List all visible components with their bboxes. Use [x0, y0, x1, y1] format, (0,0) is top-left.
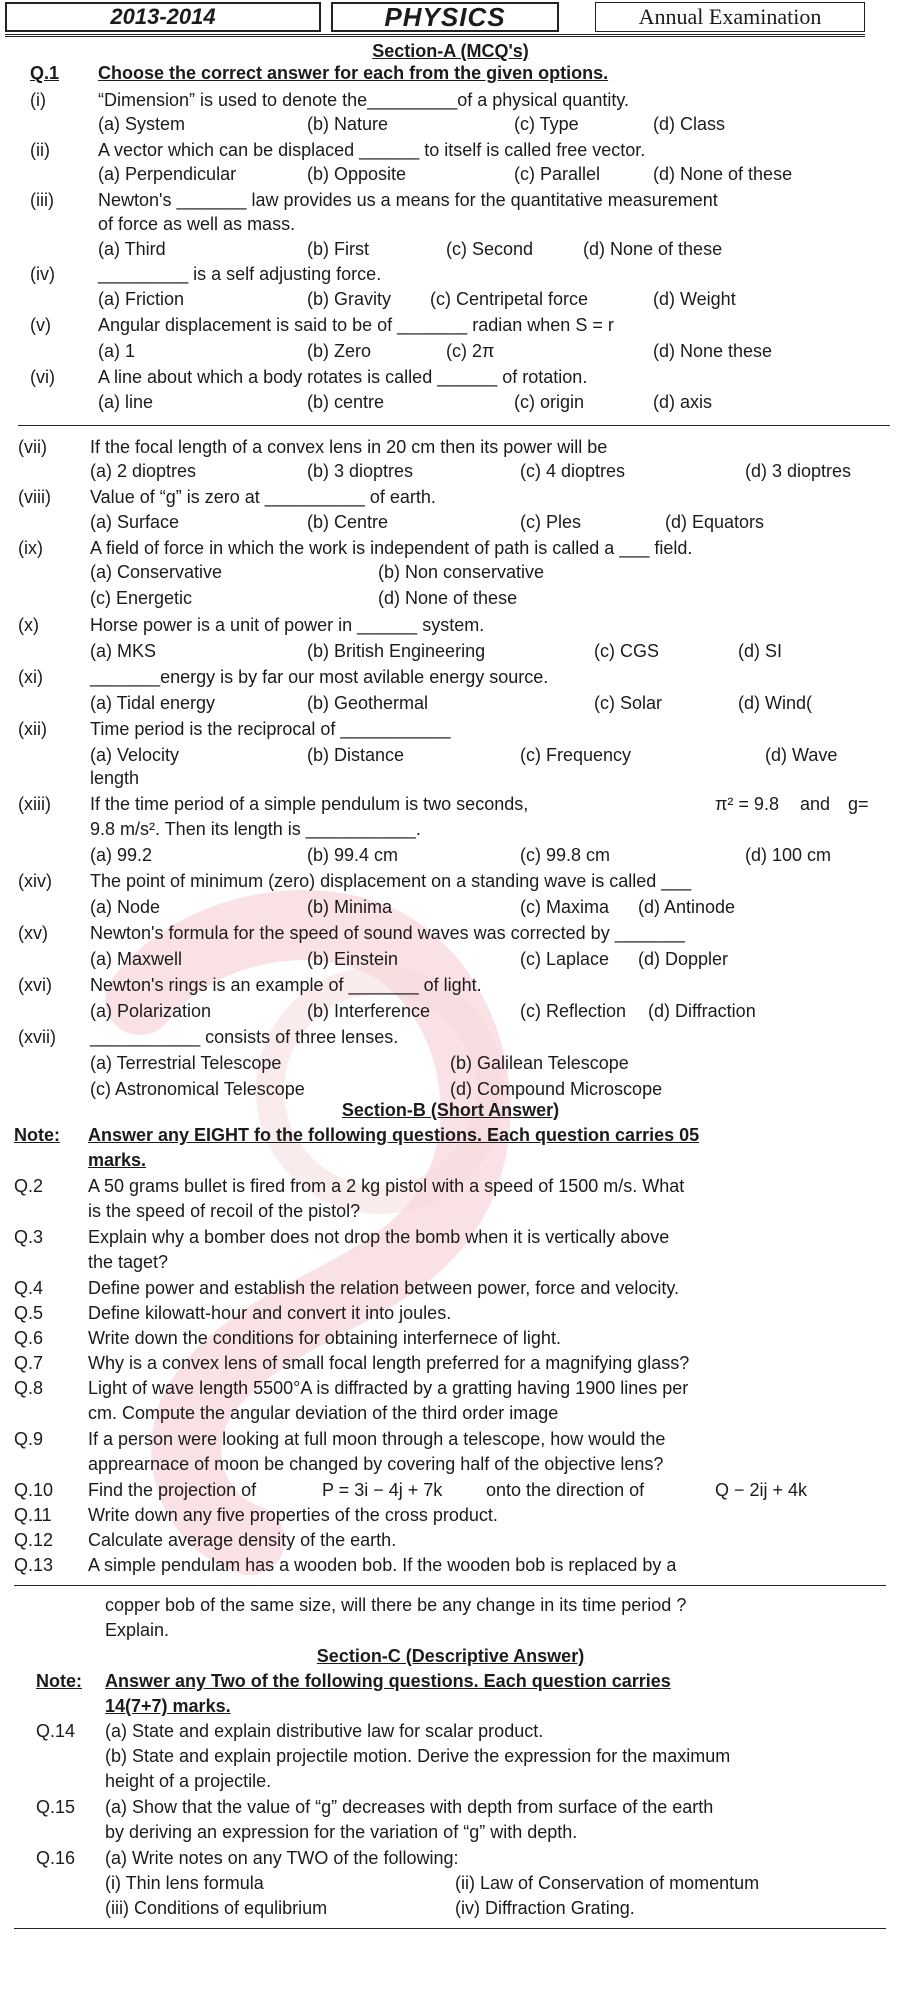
q1-number: Q.1: [30, 63, 60, 83]
mcq-option: (d) Class: [653, 114, 726, 134]
short-q-number: Q.6: [14, 1328, 44, 1348]
long-q-number: Q.14: [36, 1721, 76, 1741]
long-question: (b) State and explain projectile motion. Derive the expression for the maximum: [105, 1746, 731, 1766]
mcq-option: (b) Nature: [307, 114, 389, 134]
mcq-option: (d) Diffraction: [648, 1001, 756, 1021]
long-question: (a) Write notes on any TWO of the following:: [105, 1848, 459, 1868]
section-a-title: Section-A (MCQ's): [372, 41, 529, 61]
bottom-rule: [14, 1928, 886, 1929]
mcq-option: (a) Terrestrial Telescope: [90, 1053, 282, 1073]
mcq-option: (a) Friction: [98, 289, 185, 309]
mcq-question: _________ is a self adjusting force.: [98, 264, 382, 284]
short-question: Write down any five properties of the cross product.: [88, 1505, 498, 1525]
short-q-number: Q.5: [14, 1303, 44, 1323]
long-question-cont: by deriving an expression for the variation of “g” with depth.: [105, 1822, 578, 1842]
short-question: Write down the conditions for obtaining interfernece of light.: [88, 1328, 561, 1348]
note-topic: (ii) Law of Conservation of momentum: [455, 1873, 760, 1893]
mcq-option: (c) Solar: [594, 693, 663, 713]
short-question: If a person were looking at full moon through a telescope, how would the: [88, 1429, 666, 1449]
section-b-note-cont: marks.: [88, 1150, 147, 1170]
short-q-number: Q.13: [14, 1555, 54, 1575]
mcq-option: (b) British Engineering: [307, 641, 486, 661]
long-question: (a) Show that the value of “g” decreases with depth from surface of the earth: [105, 1797, 714, 1817]
mcq-question: Horse power is a unit of power in ______ system.: [90, 615, 485, 635]
mcq-number: (xv): [18, 923, 48, 943]
short-question-cont: cm. Compute the angular deviation of the third order image: [88, 1403, 559, 1423]
mcq-option: (d) Weight: [653, 289, 736, 309]
short-q-number: Q.4: [14, 1278, 44, 1298]
mcq-option: (a) Node: [90, 897, 161, 917]
short-question: Explain why a bomber does not drop the bomb when it is vertically above: [88, 1227, 670, 1247]
mcq-option: (b) Zero: [307, 341, 372, 361]
short-question: A simple pendulam has a wooden bob. If the wooden bob is replaced by a: [88, 1555, 677, 1575]
note-topic: (iv) Diffraction Grating.: [455, 1898, 635, 1918]
mcq-option: (a) Maxwell: [90, 949, 183, 969]
mcq-option: (b) Gravity: [307, 289, 392, 309]
mcq-question: Newton's formula for the speed of sound waves was corrected by _______: [90, 923, 685, 943]
mcq-question: The point of minimum (zero) displacement on a standing wave is called ___: [90, 871, 692, 891]
mcq-question-cont: of force as well as mass.: [98, 214, 296, 234]
mcq-option: (a) System: [98, 114, 186, 134]
mcq-number: (xvi): [18, 975, 52, 995]
mcq-option: (d) None these: [653, 341, 773, 361]
mcq-option: (b) Interference: [307, 1001, 431, 1021]
mcq-number: (ii): [30, 140, 50, 160]
short-question-cont: Explain.: [105, 1620, 170, 1640]
mcq-option: (a) Surface: [90, 512, 180, 532]
mcq-option: (c) Maxima: [520, 897, 609, 917]
mcq-option: (c) CGS: [594, 641, 659, 661]
mcq-option: (a) 99.2: [90, 845, 153, 865]
mcq-option-cont: length: [90, 768, 140, 788]
subject-title: PHYSICS: [331, 2, 559, 32]
short-q-number: Q.11: [14, 1505, 52, 1525]
mcq-number: (xiv): [18, 871, 52, 891]
mcq-question: Time period is the reciprocal of ___________: [90, 719, 451, 739]
mcq-option: (b) Galilean Telescope: [450, 1053, 629, 1073]
long-question: (a) State and explain distributive law for scalar product.: [105, 1721, 544, 1741]
mcq-option: (d) Wind(: [738, 693, 813, 713]
mcq-option: (c) 4 dioptres: [520, 461, 626, 481]
mcq-number: (x): [18, 615, 39, 635]
mcq-question: Value of “g” is zero at __________ of earth.: [90, 487, 436, 507]
mcq-number: (xiii): [18, 794, 51, 814]
mcq-option: (a) 1: [98, 341, 136, 361]
mcq-option: (c) Second: [446, 239, 534, 259]
mcq-option: (b) Opposite: [307, 164, 407, 184]
short-question: Find the projection of: [88, 1480, 257, 1500]
mcq-question: A line about which a body rotates is called ______ of rotation.: [98, 367, 588, 387]
short-question-cont: copper bob of the same size, will there be any change in its time period ?: [105, 1595, 687, 1615]
section-c-note-cont: 14(7+7) marks.: [105, 1696, 231, 1716]
mcq-option: (d) 3 dioptres: [745, 461, 852, 481]
section-b-note: Answer any EIGHT fo the following questions. Each question carries 05: [88, 1125, 700, 1145]
mcq-option: (c) Centripetal force: [430, 289, 589, 309]
mcq-number: (iv): [30, 264, 55, 284]
mcq-option: (b) Distance: [307, 745, 405, 765]
mcq-option: (a) Tidal energy: [90, 693, 216, 713]
mcq-number: (vi): [30, 367, 55, 387]
mcq-question: Newton's _______ law provides us a means for the quantitative measurement: [98, 190, 718, 210]
short-question: Calculate average density of the earth.: [88, 1530, 397, 1550]
page-break-rule: [18, 425, 890, 426]
mcq-option: (b) Einstein: [307, 949, 399, 969]
mcq-option: (d) axis: [653, 392, 713, 412]
page-break-rule: [14, 1585, 886, 1586]
short-q-number: Q.12: [14, 1530, 54, 1550]
exam-type: Annual Examination: [595, 2, 865, 32]
mcq-option: (d) Doppler: [638, 949, 729, 969]
short-question-cont: is the speed of recoil of the pistol?: [88, 1201, 361, 1221]
mcq-question-g: g=: [848, 794, 869, 814]
short-q-number: Q.10: [14, 1480, 54, 1500]
mcq-question-cont: 9.8 m/s². Then its length is ___________.: [90, 819, 421, 839]
mcq-question: Angular displacement is said to be of _______ radian when S = r: [98, 315, 614, 335]
mcq-option: (d) Antinode: [638, 897, 736, 917]
mcq-option: (b) Non conservative: [378, 562, 545, 582]
mcq-option: (a) Conservative: [90, 562, 223, 582]
mcq-option: (d) None of these: [653, 164, 793, 184]
mcq-option: (c) origin: [514, 392, 585, 412]
short-question-cont: apprearnace of moon be changed by covering half of the objective lens?: [88, 1454, 664, 1474]
mcq-option: (b) Geothermal: [307, 693, 429, 713]
mcq-option: (b) 99.4 cm: [307, 845, 399, 865]
section-b-note-label: Note:: [14, 1125, 60, 1145]
mcq-question: A field of force in which the work is independent of path is called a ___ field.: [90, 538, 693, 558]
mcq-option: (c) Astronomical Telescope: [90, 1079, 305, 1099]
mcq-option: (b) First: [307, 239, 369, 259]
mcq-question-and: and: [800, 794, 831, 814]
long-question-cont: height of a projectile.: [105, 1771, 272, 1791]
short-question: Light of wave length 5500°A is diffracted by a gratting having 1900 lines per: [88, 1378, 689, 1398]
vector-q-expression: Q − 2ij + 4k: [715, 1480, 808, 1500]
vector-p-expression: P = 3i − 4j + 7k: [322, 1480, 443, 1500]
mcq-option: (d) Wave: [765, 745, 838, 765]
mcq-question: “Dimension” is used to denote the_________of a physical quantity.: [98, 90, 630, 110]
mcq-question: ___________ consists of three lenses.: [90, 1027, 399, 1047]
mcq-option: (a) Velocity: [90, 745, 180, 765]
mcq-option: (c) Energetic: [90, 588, 193, 608]
header-divider: [5, 34, 865, 37]
mcq-question: If the focal length of a convex lens in 20 cm then its power will be: [90, 437, 608, 457]
mcq-option: (b) Minima: [307, 897, 393, 917]
mcq-option: (d) None of these: [583, 239, 723, 259]
short-question: Define kilowatt-hour and convert it into joules.: [88, 1303, 452, 1323]
note-topic: (i) Thin lens formula: [105, 1873, 264, 1893]
short-question-cont: the taget?: [88, 1252, 169, 1272]
exam-header: [5, 2, 865, 36]
section-c-title: Section-C (Descriptive Answer): [316, 1646, 585, 1666]
mcq-option: (c) Parallel: [514, 164, 601, 184]
mcq-option: (a) Perpendicular: [98, 164, 237, 184]
short-question: A 50 grams bullet is fired from a 2 kg pistol with a speed of 1500 m/s. What: [88, 1176, 685, 1196]
mcq-option: (c) 99.8 cm: [520, 845, 611, 865]
mcq-option: (a) Third: [98, 239, 166, 259]
mcq-number: (viii): [18, 487, 51, 507]
mcq-question: If the time period of a simple pendulum is two seconds,: [90, 794, 529, 814]
short-q-number: Q.9: [14, 1429, 44, 1449]
mcq-option: (b) 3 dioptres: [307, 461, 414, 481]
mcq-option: (d) None of these: [378, 588, 518, 608]
mcq-question: A vector which can be displaced ______ to itself is called free vector.: [98, 140, 646, 160]
mcq-option: (c) Ples: [520, 512, 582, 532]
mcq-option: (d) SI: [738, 641, 783, 661]
mcq-option: (d) Equators: [665, 512, 765, 532]
mcq-number: (iii): [30, 190, 54, 210]
q1-instruction: Choose the correct answer for each from the given options.: [98, 63, 609, 83]
short-q-number: Q.7: [14, 1353, 44, 1373]
mcq-option: (c) Type: [514, 114, 579, 134]
mcq-option: (a) MKS: [90, 641, 157, 661]
mcq-number: (xi): [18, 667, 43, 687]
section-c-note-label: Note:: [36, 1671, 82, 1691]
mcq-number: (v): [30, 315, 51, 335]
mcq-question: Newton's rings is an example of _______ of light.: [90, 975, 482, 995]
short-q-number: Q.2: [14, 1176, 44, 1196]
mcq-number: (xii): [18, 719, 47, 739]
mcq-option: (a) Polarization: [90, 1001, 212, 1021]
mcq-number: (xvii): [18, 1027, 56, 1047]
section-c-note: Answer any Two of the following questions. Each question carries: [105, 1671, 671, 1691]
note-topic: (iii) Conditions of equlibrium: [105, 1898, 328, 1918]
short-question: Define power and establish the relation between power, force and velocity.: [88, 1278, 680, 1298]
mcq-option: (c) Frequency: [520, 745, 632, 765]
mcq-option: (d) 100 cm: [745, 845, 832, 865]
pi-squared-value: π² = 9.8: [715, 794, 779, 814]
long-q-number: Q.16: [36, 1848, 76, 1868]
mcq-option: (b) Centre: [307, 512, 389, 532]
mcq-number: (vii): [18, 437, 47, 457]
exam-year: 2013-2014: [5, 2, 321, 32]
mcq-option: (d) Compound Microscope: [450, 1079, 663, 1099]
mcq-option: (b) centre: [307, 392, 385, 412]
short-question: Why is a convex lens of small focal length preferred for a magnifying glass?: [88, 1353, 690, 1373]
short-q-number: Q.3: [14, 1227, 44, 1247]
mcq-option: (c) Reflection: [520, 1001, 627, 1021]
short-question-mid: onto the direction of: [486, 1480, 645, 1500]
mcq-option: (c) Laplace: [520, 949, 610, 969]
short-q-number: Q.8: [14, 1378, 44, 1398]
section-b-title: Section-B (Short Answer): [341, 1100, 560, 1120]
mcq-option: (a) line: [98, 392, 154, 412]
mcq-question: _______energy is by far our most avilable energy source.: [90, 667, 549, 687]
mcq-number: (i): [30, 90, 46, 110]
long-q-number: Q.15: [36, 1797, 76, 1817]
mcq-option: (a) 2 dioptres: [90, 461, 197, 481]
mcq-number: (ix): [18, 538, 43, 558]
mcq-option: (c) 2π: [446, 341, 495, 361]
